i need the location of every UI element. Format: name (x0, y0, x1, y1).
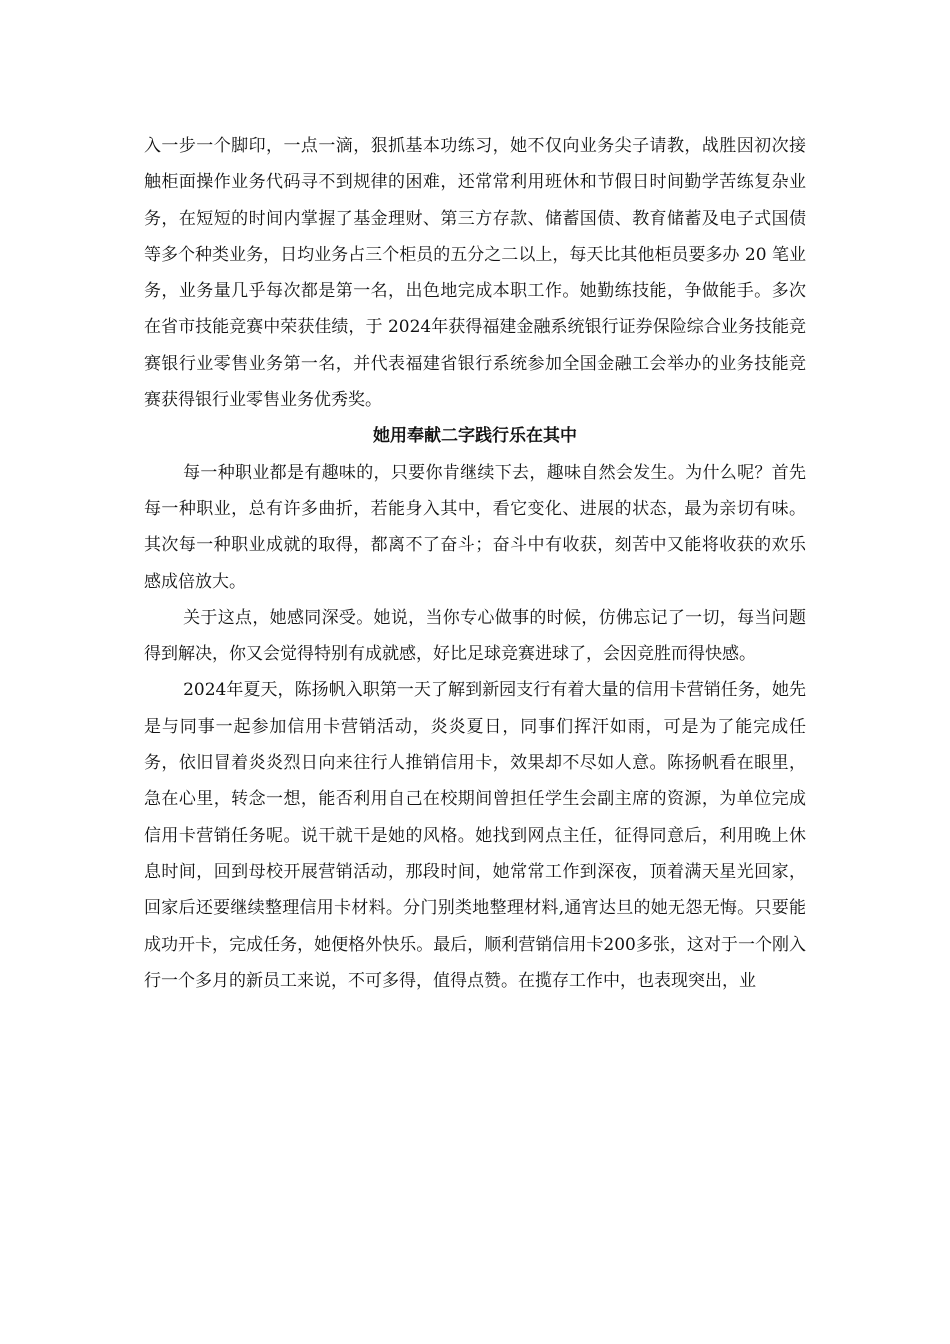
paragraph-sense-of-achievement: 关于这点，她感同深受。她说，当你专心做事的时候，仿佛忘记了一切，每当问题得到解决，你又会觉得特别有成就感，好比足球竞赛进球了，会因竞胜而得快感。 (144, 607, 806, 665)
document-page (144, 128, 806, 999)
section-heading: 她用奉献二字践行乐在其中 (373, 426, 577, 447)
paragraph-continued: 入一步一个脚印，一点一滴，狠抓基本功练习，她不仅向业务尖子请教，战胜因初次接触柜面操作业务代码寻不到规律的困难，还常常利用班休和节假日时间勤学苦练复杂业务，在短短的时间内掌握了基金理财、第三方存款、储蓄国债、教育储蓄及电子式国债等多个种类业务，日均业务占三个柜员的五分之二以上，每天比其他柜员要多办 20 笔业务，业务量几乎每次都是第一名，出色地完成本职工作。她勤练技能，争做能手。多次在省市技能竞赛中荣获佳绩，于 2024年获得福建金融系统银行证券保险综合业务技能竞赛银行业零售业务第一名，并代表福建省银行系统参加全国金融工会举办的业务技能竞赛获得银行业零售业务优秀奖。 (144, 136, 806, 411)
paragraph-credit-card-marketing: 2024年夏天，陈扬帆入职第一天了解到新园支行有着大量的信用卡营销任务，她先是与同事一起参加信用卡营销活动，炎炎夏日，同事们挥汗如雨，可是为了能完成任务，依旧冒着炎炎烈日向来往行人推销信用卡，效果却不尽如人意。陈扬帆看在眼里，急在心里，转念一想，能否利用自己在校期间曾担任学生会副主席的资源，为单位完成信用卡营销任务呢。说干就干是她的风格。她找到网点主任，征得同意后，利用晚上休息时间，回到母校开展营销活动，那段时间，她常常工作到深夜，顶着满天星光回家，回家后还要继续整理信用卡材料。分门别类地整理材料,通宵达旦的她无怨无悔。只要能成功开卡，完成任务，她便格外快乐。最后，顺利营销信用卡200多张，这对于一个刚入行一个多月的新员工来说，不可多得，值得点赞。在揽存工作中，也表现突出，业 (144, 680, 806, 991)
paragraph-career-interest: 每一种职业都是有趣味的，只要你肯继续下去，趣味自然会发生。为什么呢？首先每一种职业，总有许多曲折，若能身入其中，看它变化、进展的状态，最为亲切有味。其次每一种职业成就的取得，都离不了奋斗；奋斗中有收获，刻苦中又能将收获的欢乐感成倍放大。 (144, 462, 806, 592)
